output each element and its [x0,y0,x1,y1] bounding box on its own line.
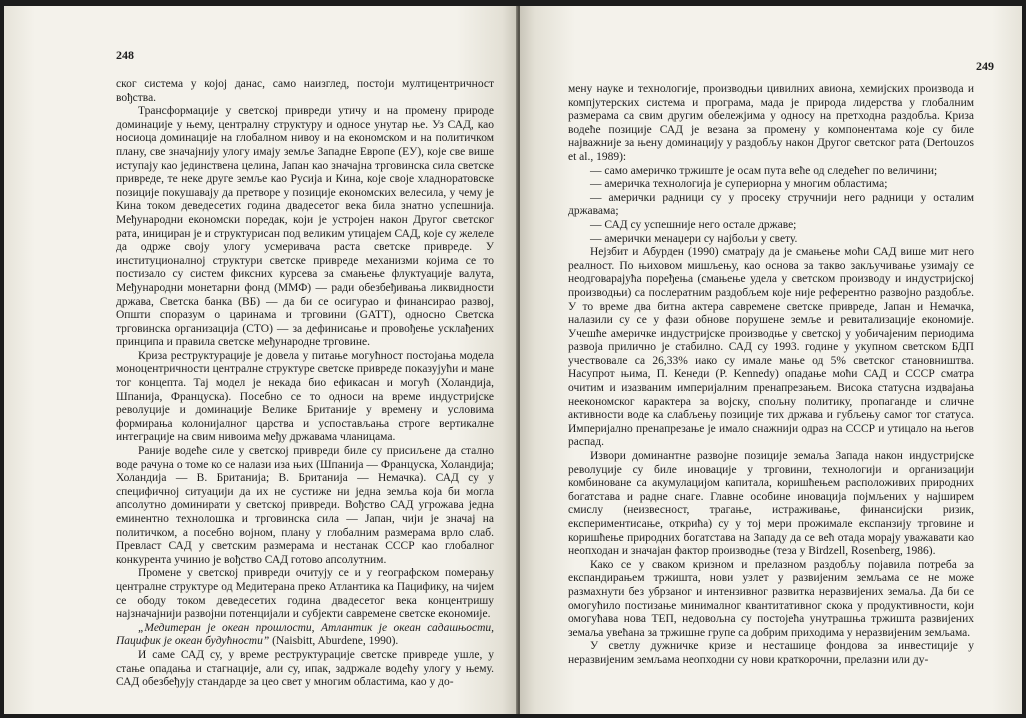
paragraph: — САД су успешније него остале државе; [590,218,797,231]
paragraph: ског система у којој данас, само наизглед, постоји мултицентричност вођства. [116,78,494,104]
paragraph: мену науке и технологије, производњи цивилних авиона, хемијских производа и компјутерских система и програма, мада је природа лидерства у глобалним размерама са свим другим обележјима у односу на претходна раздобља. Криза водеће позиције САД је везана за промену у компонентама које су биле најважније за њену доминацију у раздобљу након Другог светског рата (Dertouzos et al., 1989): [568,83,974,163]
paragraph: — само америчко тржиште је осам пута веће од следећег по величини; [590,164,938,177]
right-page [520,6,1022,714]
block-quote [116,622,494,649]
paragraph: Како се у сваком кризном и прелазном раздобљу појавила потреба за експандирањем тржишта, нови узлет у развијеним земљама се не може размахнути без убрзаног и интензивног развитка неразвијених земаља. Да би се омогућило постизање минималног квантитативног скока у продуктивности, који омогућава нова ТЕП, недовољна су постојећа унутрашња тржишта развијених земаља увећана за тржишне групе са добрим приходима у неразвијеним земљама. [568,558,974,639]
paragraph: У светлу дужничке кризе и несташице фондова за инвестиције у неразвијеним земљама неопходни су нови краткорочни, прелазни или ду- [568,640,974,666]
right-page-text [568,83,974,668]
paragraph: И саме САД су, у време реструктурације светске привреде ушле, у стање опадања и стагнације, али су, ипак, задржале водећу улогу у њему. САД обезбеђују стандарде за цео свет у многим областима, као у до- [116,648,494,689]
paragraph: — америчка технологија је супериорна у многим областима; [590,178,888,191]
page-number-right: 249 [976,59,994,73]
paragraph: Извори доминантне развојне позиције земаља Запада након индустријске револуције су биле иновације у трговини, технологији и организацији комбиноване са акумулацијом капитала, коришћењем расположивих природних богатстава и радне снаге. Главне особине иновација појмљених у најширем смислу (неизвесност, трагање, истраживање, финансијски ризик, експериментисање, открића) су у тој мери прожимале експанзију трговине и коришћење природних богатстава на Западу да се већ отада морају уважавати као неопходан и значајан фактор производње (теза у Birdzell, Rosenberg, 1986). [568,450,974,558]
page-number-left: 248 [116,48,134,62]
quote-text: „Медитеран је океан прошлости, Атлантик је океан садашњости, Пацифик је океан будућности” [116,621,494,648]
left-page [4,6,518,714]
paragraph: Промене у светској привреди очитују се и у географском померању централне структуре од Медитерана преко Атлантика ка Пацифику, на чијем се ободу током деведесетих година двадесетог века концентришу најзначајнији развојни потенцијали и субјекти савремене светске економије. [116,567,494,621]
book-spread [4,6,1022,714]
left-page-text [116,78,494,690]
paragraph: Трансформације у светској привреди утичу и на промену природе доминације у њему, централну структуру и односе унутар ње. Уз САД, као носиоца доминације на глобалном нивоу и на економском и на политичком плану, све значајнију улогу имају земље Западне Европе (ЕУ), које све више иступају као јединствена целина, Јапан као значајна трговинска сила светске привреде, те неке друге земље као Русија и Кина, које своје хладноратовске позиције покушавају да претворе у позиције економских велесила, у чему је Кина током деведесетих година двадесетог века била знатно успешнија. Међународни економски поредак, који је устројен након Другог светског рата, инициран је и структурисан под великим утицајем САД, које су желеле да одрже своју улогу усмеривача раста светске привреде. У институционалној структури светске привреде механизми којима се то постизало су систем фиксних курсева за смањење флуктуације валута, Међународни монетарни фонд (ММФ) — ради обезбеђивања ликвидности држава, Светска банка (ВБ) — да би се осигурао и финансирао развој, Општи споразум о царинама и трговини (GATT), односно Светска трговинска организација (СТО) — за дефинисање и провођење усклађених принципа и правила светске међународне трговине. [116,105,494,349]
paragraph: Нејзбит и Абурден (1990) сматрају да је смањење моћи САД више мит него реалност. По њиховом мишљењу, као основа за такво закључивање узимају се неодговарајућа поређења (смањење удела у светском производу и индустријској производњи) са послератним раздобљем које није референтно развојно раздобље. У то време два битна актера савремене светске привреде, Јапан и Немачка, налазили су се у фази обнове порушене земље и ревитализације економије. Учешће америчке индустријске производње у светској у уобичајеним периодима развоја прилично је стабилно. САД су 1993. године у укупном светском БДП учествовале са 26,33% иако су имале мање од 5% светског становништва. Насупрот њима, П. Кенеди (P. Kennedy) опадање моћи САД и СССР сматра очитим и изазваним империјалним пренапрезањем. Висока статусна издвајања неекономског карактера за војску, спољну политику, пропаганде и сличне активности воде ка слабљењу позиције тих држава и губљењу самог тог статуса. Империјално пренапрезање је имало снажнији одраз на СССР и утицало на његов распад. [568,246,974,449]
paragraph: Раније водеће силе у светској привреди биле су присиљене да стално воде рачуна о томе ко се налази иза њих (Шпанија — Француска, Холандија; Холандија — В. Британија; В. Британија — Немачка). САД су у специфичној ситуацији да их не сустиже ни једна земља која би могла апсолутно доминирати у светској привреди. Вођство САД угрожава једна еминентно технолошка и трговинска сила — Јапан, чији је значај на политичком, а посебно војном, плану у глобалним размерама врло слаб. Превласт САД у светским размерама и нестанак СССР као глобалног конкурента учинио је вођство САД готово апсолутним. [116,445,494,566]
paragraph: — амерички радници су у просеку стручнији него радници у осталим државама; [568,191,974,218]
paragraph: Криза реструктурације је довела у питање могућност постојања модела моноцентричности централне структуре светске привреде показујући и мане тог концепта. Тај модел је некада био ефикасан и могућ (Холандија, Шпанија, Француска). Посебно се то односи на време индустријске револуције и доминације Велике Британије у времену и условима формирања колонијалног царства и успостављања строге вертикалне интеграције на свим нивоима међу државама чланицама. [116,349,494,444]
quote-source: (Naisbitt, Aburdene, 1990). [269,635,399,648]
paragraph: — амерички менаџери су најбољи у свету. [590,232,798,245]
